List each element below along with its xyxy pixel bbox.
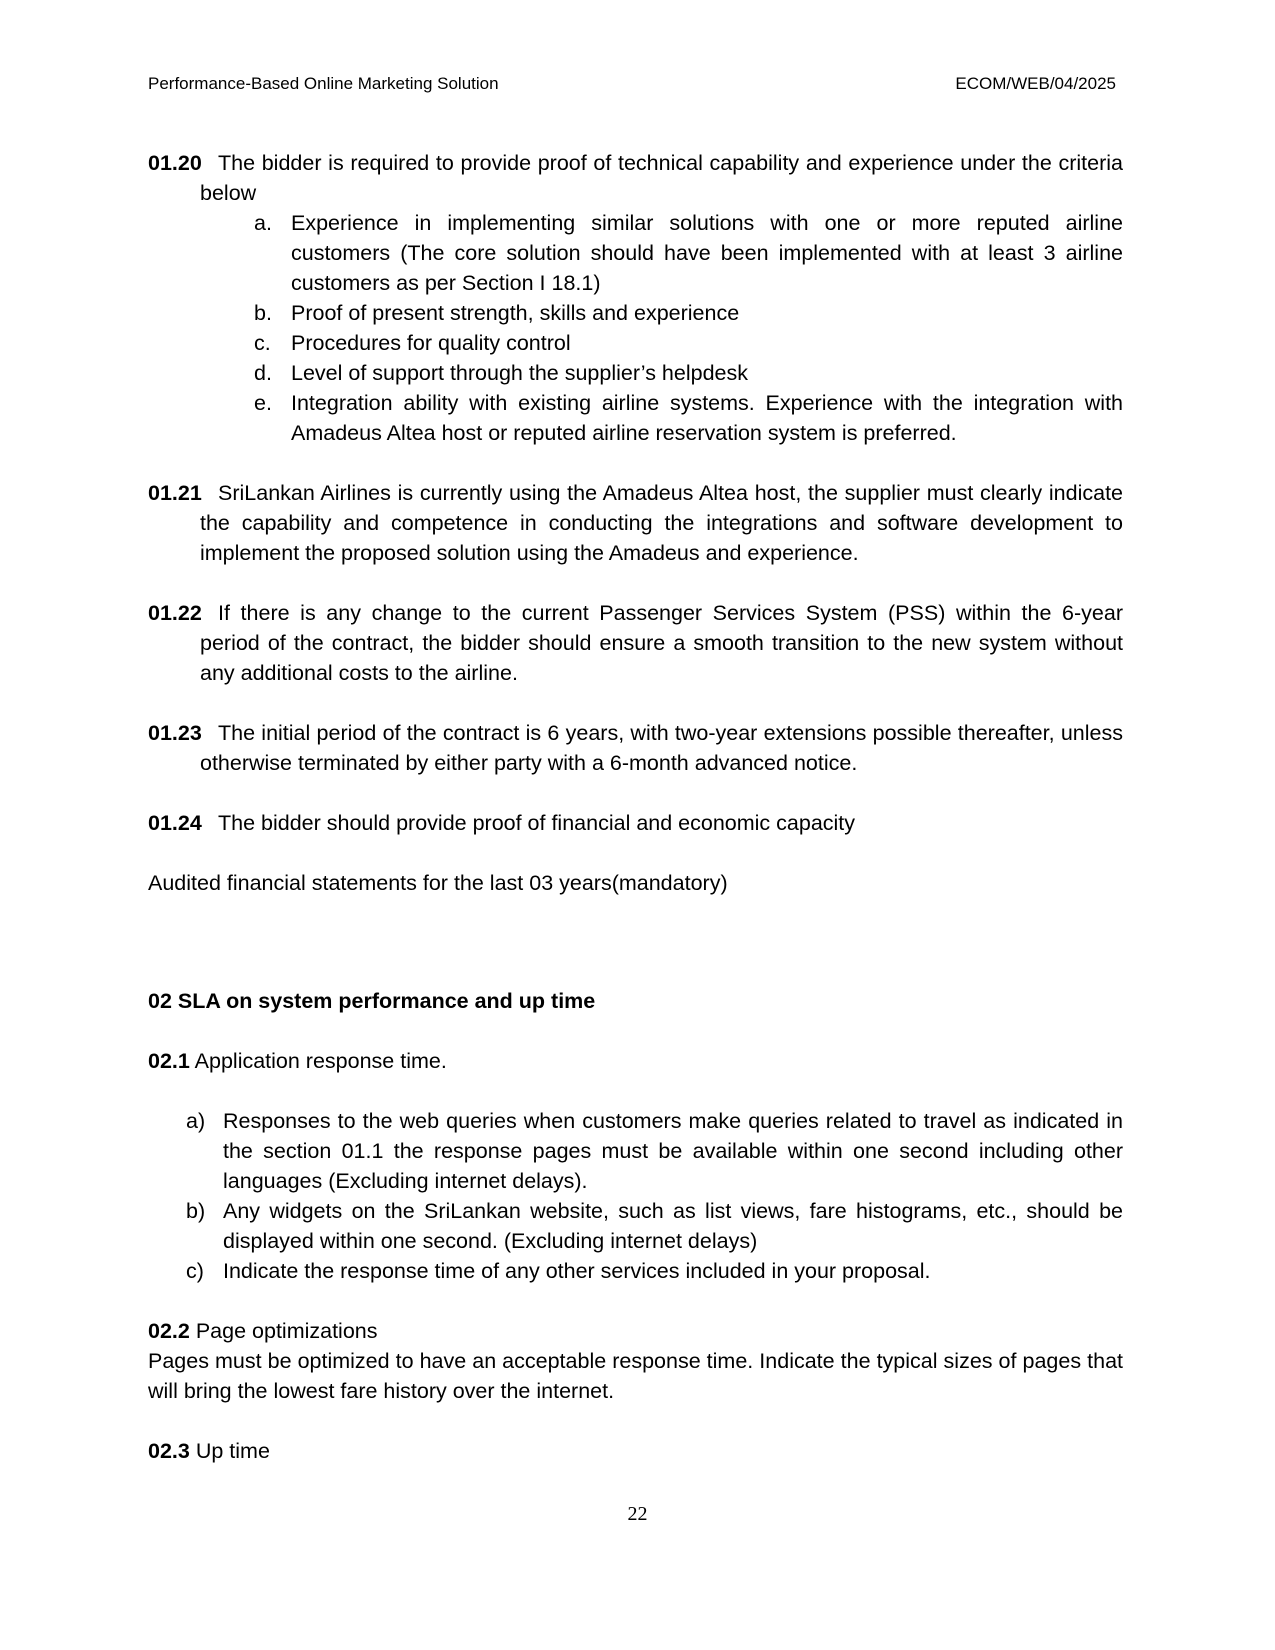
clause-text: SriLankan Airlines is currently using the Amadeus Altea host, the supplier must clearly indicate the capability and competence in conducting the integrations and software development to implement the proposed solution using the Amadeus and experience. xyxy=(200,481,1123,565)
clause-text: The initial period of the contract is 6 years, with two-year extensions possible thereafter, unless otherwise terminated by either party with a 6-month advanced notice. xyxy=(200,721,1123,775)
list-item: e. Integration ability with existing airline systems. Experience with the integration with Amadeus Altea host or reputed airline reservation system is preferred. xyxy=(254,391,1123,445)
clause-number: 01.21 xyxy=(148,481,202,505)
criteria-list xyxy=(148,208,1123,448)
list-item: a) Responses to the web queries when customers make queries related to travel as indicated in the section 01.1 the response pages must be available within one second including other languages (Excluding internet delays). xyxy=(186,1109,1123,1193)
section-heading: 02 SLA on system performance and up time xyxy=(148,989,596,1013)
clause-number: 01.20 xyxy=(148,151,202,175)
subsection-title: Application response time. xyxy=(194,1049,447,1073)
clause-text: The bidder is required to provide proof of technical capability and experience under the criteria below xyxy=(200,151,1123,205)
clause-text: The bidder should provide proof of financial and economic capacity xyxy=(218,811,856,835)
clause-01-22 xyxy=(148,598,1123,688)
response-time-list xyxy=(148,1106,1123,1286)
list-item: d. Level of support through the supplier’s helpdesk xyxy=(254,361,748,385)
clause-01-21 xyxy=(148,478,1123,568)
clause-01-23 xyxy=(148,718,1123,778)
list-item: b. Proof of present strength, skills and experience xyxy=(254,301,740,325)
page-number: 22 xyxy=(627,1503,648,1525)
list-item: c. Procedures for quality control xyxy=(254,331,571,355)
clause-number: 01.22 xyxy=(148,601,202,625)
subsection-number: 02.2 xyxy=(148,1319,190,1343)
clause-01-20 xyxy=(148,148,1123,448)
list-item: c) Indicate the response time of any other services included in your proposal. xyxy=(186,1259,931,1283)
subsection-02-2-title xyxy=(148,1316,1123,1346)
subsection-02-3-title xyxy=(148,1436,1123,1466)
list-item: a. Experience in implementing similar solutions with one or more reputed airline customers (The core solution should have been implemented with at least 3 airline customers as per Section I 18.1) xyxy=(254,211,1123,295)
subsection-body: Pages must be optimized to have an acceptable response time. Indicate the typical sizes of pages that will bring the lowest fare history over the internet. xyxy=(148,1349,1123,1403)
page-body xyxy=(148,148,1123,1466)
subsection-02-1-title xyxy=(148,1046,1123,1076)
document-reference: ECOM/WEB/04/2025 xyxy=(955,74,1116,93)
subsection-title: Page optimizations xyxy=(195,1319,378,1343)
clause-number: 01.24 xyxy=(148,811,202,835)
clause-01-24 xyxy=(148,808,1123,838)
subsection-number: 02.3 xyxy=(148,1439,190,1463)
clause-text: If there is any change to the current Passenger Services System (PSS) within the 6-year period of the contract, the bidder should ensure a smooth transition to the new system without any additional costs to the airline. xyxy=(200,601,1123,685)
document-title: Performance-Based Online Marketing Solution xyxy=(148,74,499,93)
list-item: b) Any widgets on the SriLankan website, such as list views, fare histograms, etc., should be displayed within one second. (Excluding internet delays) xyxy=(186,1199,1123,1253)
subsection-title: Up time xyxy=(195,1439,270,1463)
subsection-number: 02.1 xyxy=(148,1049,190,1073)
financial-note: Audited financial statements for the last 03 years(mandatory) xyxy=(148,871,728,895)
page-header xyxy=(148,74,1116,94)
clause-number: 01.23 xyxy=(148,721,202,745)
